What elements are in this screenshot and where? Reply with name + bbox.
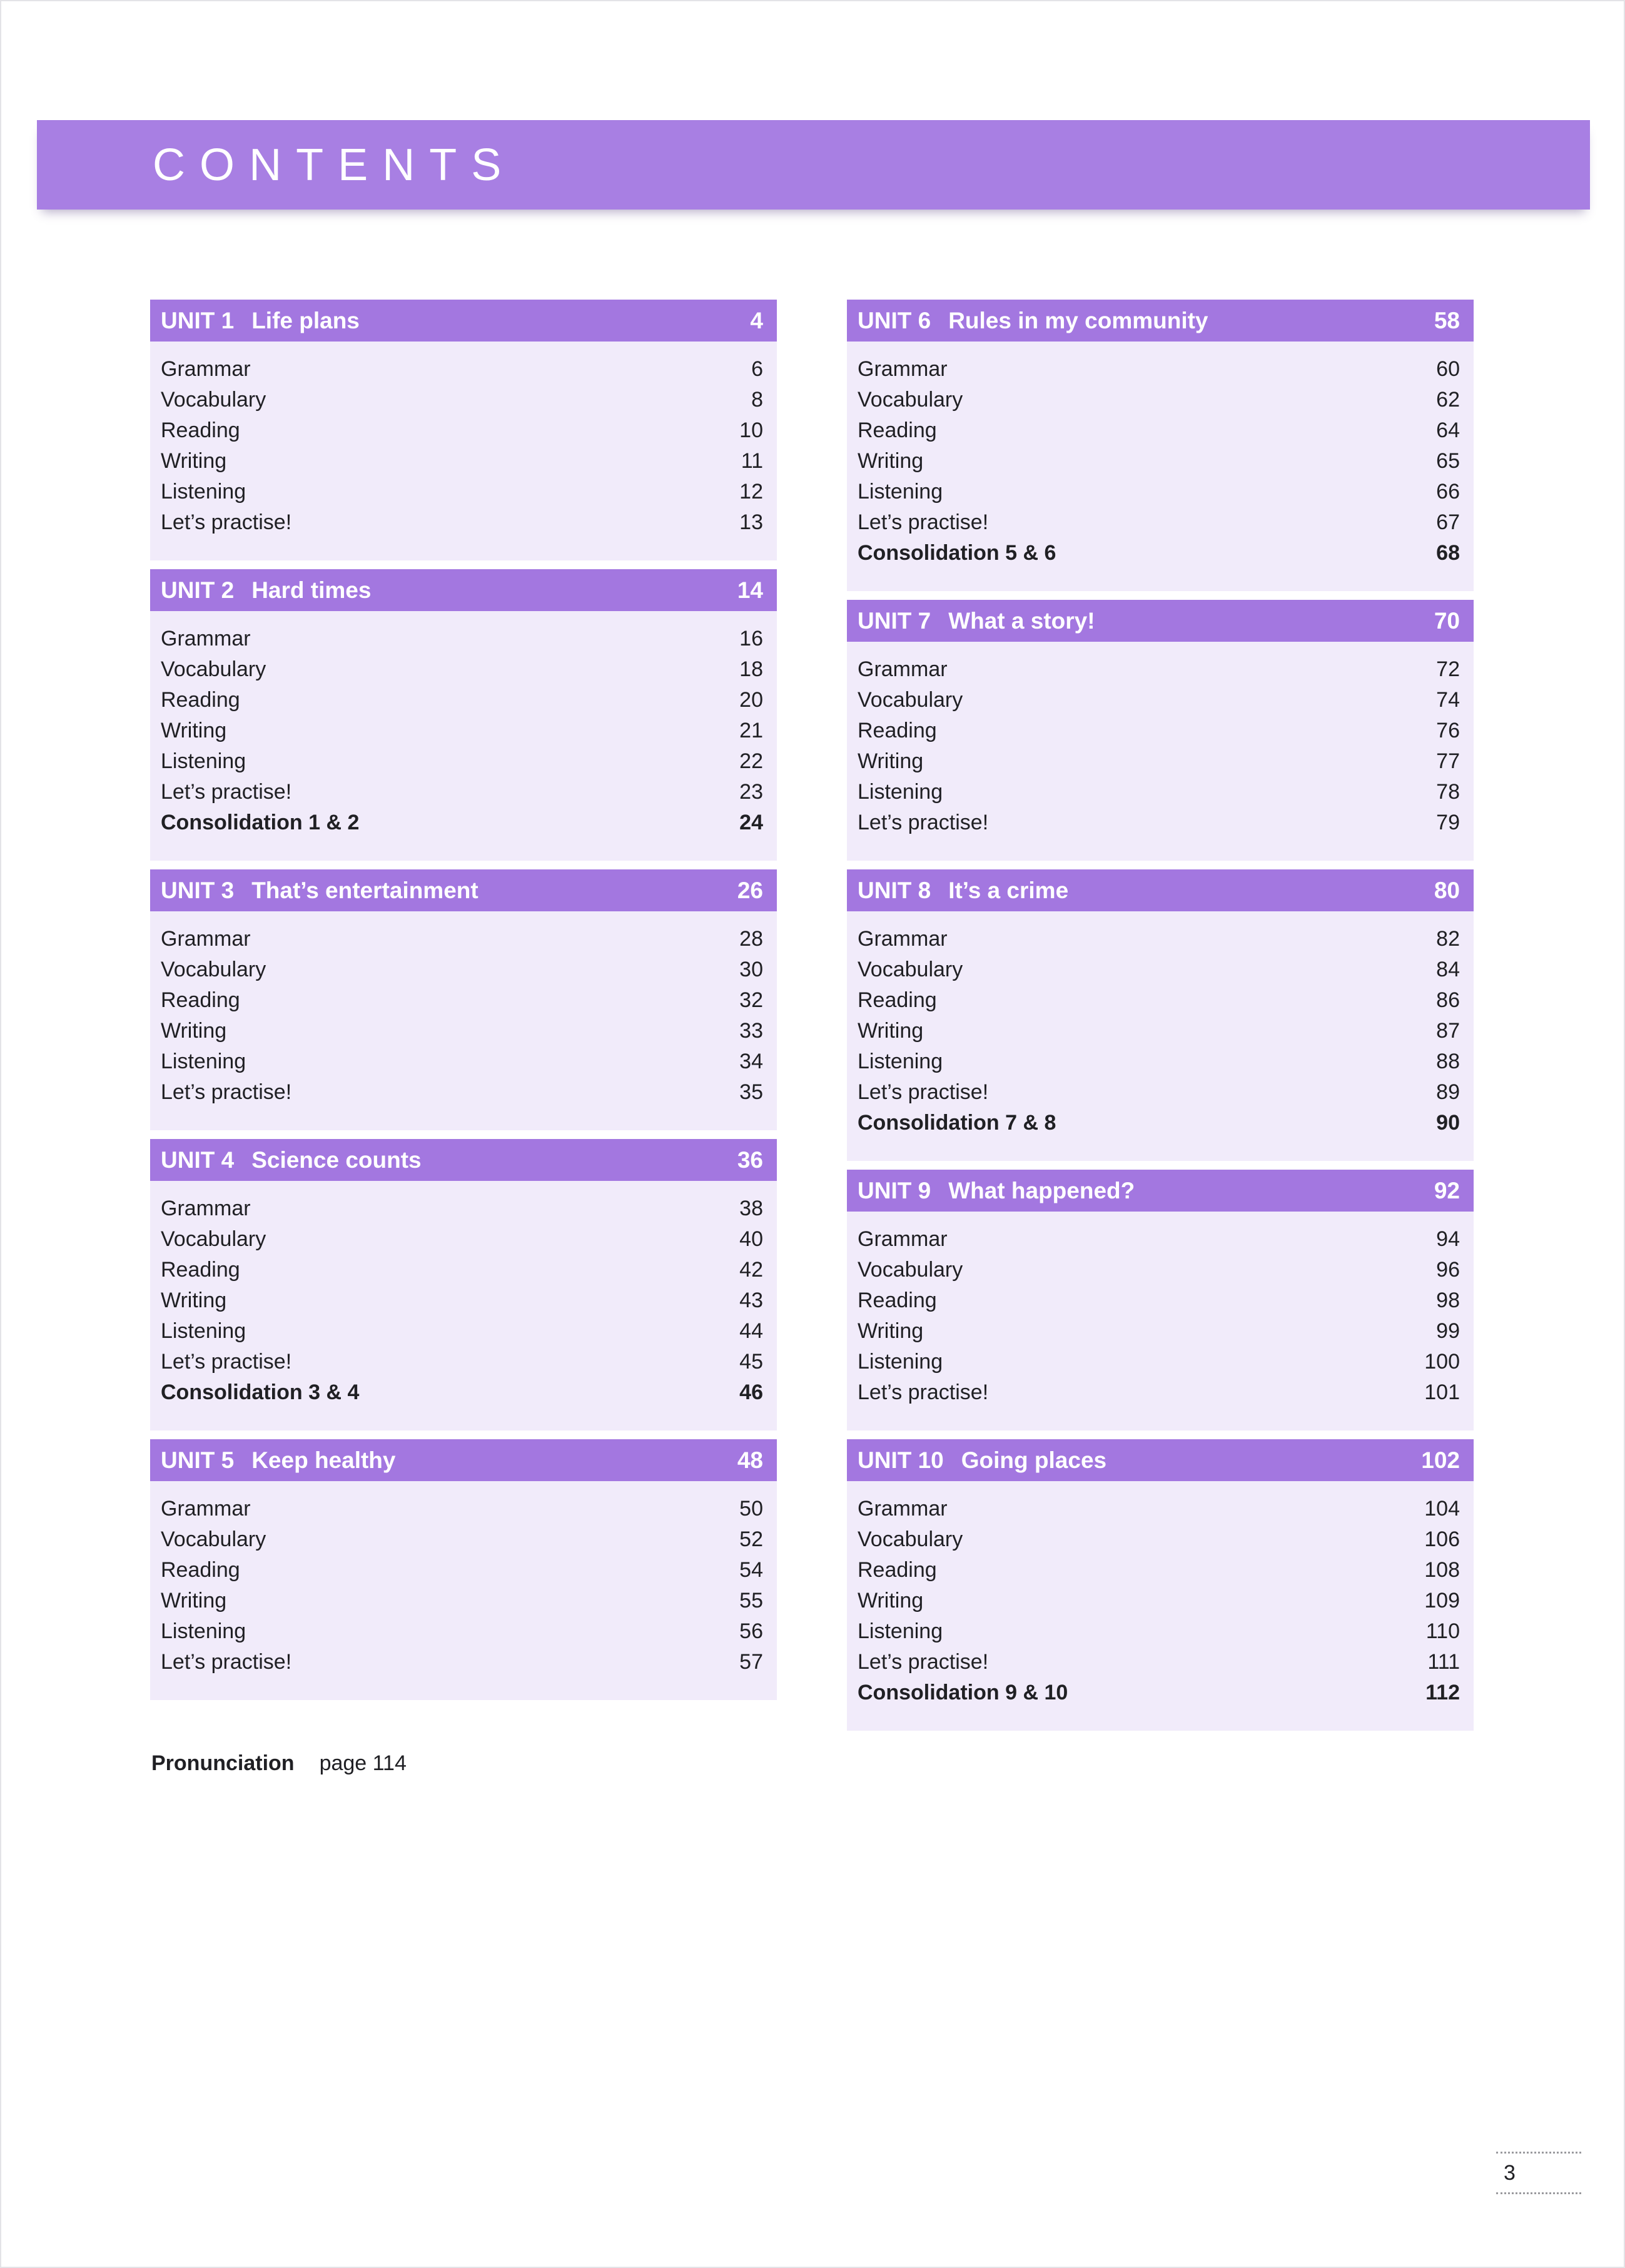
toc-row [847, 654, 1474, 685]
unit-name: Keep healthy [251, 1447, 396, 1473]
toc-row-label: Writing [161, 719, 227, 742]
toc-row-label: Vocabulary [858, 388, 963, 412]
unit-label: UNIT 7 [858, 607, 931, 634]
toc-row-label: Listening [161, 1619, 246, 1643]
toc-row-label: Vocabulary [161, 958, 266, 981]
unit-title [161, 878, 478, 904]
toc-row-page: 106 [1424, 1527, 1460, 1551]
toc-row [847, 385, 1474, 415]
toc-row-label: Writing [161, 1019, 227, 1043]
toc-row-label: Grammar [858, 1497, 948, 1521]
toc-row-page: 89 [1436, 1080, 1460, 1104]
unit-page-number: 70 [1434, 607, 1460, 634]
unit-block [847, 300, 1474, 591]
toc-row-label: Let’s practise! [858, 1380, 989, 1404]
toc-row [150, 1285, 777, 1316]
toc-row-page: 78 [1436, 780, 1460, 804]
toc-row-page: 96 [1436, 1258, 1460, 1282]
unit-label: UNIT 9 [858, 1177, 931, 1203]
toc-row-label: Let’s practise! [161, 780, 292, 804]
toc-row-page: 62 [1436, 388, 1460, 412]
toc-row [150, 1524, 777, 1555]
toc-row-page: 110 [1425, 1619, 1460, 1643]
unit-label: UNIT 1 [161, 307, 235, 333]
toc-row-page: 111 [1427, 1650, 1460, 1674]
toc-row-page: 52 [739, 1527, 763, 1551]
pronunciation-page-ref: page 114 [319, 1751, 407, 1775]
toc-row-page: 35 [739, 1080, 763, 1104]
toc-row-page: 44 [739, 1319, 763, 1343]
unit-name: It’s a crime [948, 877, 1069, 903]
toc-row-page: 11 [741, 449, 763, 473]
unit-page-number: 26 [737, 877, 763, 903]
toc-row-page: 56 [739, 1619, 763, 1643]
toc-row-page: 34 [739, 1050, 763, 1073]
unit-title [858, 608, 1095, 634]
toc-row-page: 22 [739, 749, 763, 773]
toc-row-label: Let’s practise! [161, 510, 292, 534]
toc-row-label: Reading [161, 988, 240, 1012]
unit-header [847, 300, 1474, 342]
toc-row [847, 1285, 1474, 1316]
toc-row [150, 654, 777, 685]
unit-name: Hard times [251, 577, 372, 603]
toc-row [847, 477, 1474, 507]
toc-row-label: Let’s practise! [858, 1080, 989, 1104]
toc-row [150, 1193, 777, 1224]
toc-row [847, 1377, 1474, 1408]
unit-page-number: 58 [1434, 307, 1460, 333]
toc-row-label: Grammar [161, 927, 251, 951]
toc-row-label: Listening [161, 480, 246, 504]
unit-body [150, 1481, 777, 1700]
toc-row-label: Reading [858, 988, 937, 1012]
pronunciation-entry [151, 1751, 407, 1776]
unit-header [847, 600, 1474, 642]
toc-row-page: 94 [1436, 1227, 1460, 1251]
unit-body [847, 1481, 1474, 1731]
toc-row [847, 777, 1474, 807]
toc-row-label: Listening [161, 1050, 246, 1073]
toc-row-label: Listening [858, 480, 943, 504]
toc-row-page: 98 [1436, 1288, 1460, 1312]
toc-row-page: 13 [739, 510, 763, 534]
unit-body [847, 642, 1474, 861]
toc-row-page: 68 [1436, 541, 1460, 565]
toc-row-label: Grammar [858, 657, 948, 681]
toc-row-page: 79 [1436, 811, 1460, 834]
unit-block [150, 1139, 777, 1430]
toc-row-page: 64 [1436, 418, 1460, 442]
toc-row-label: Reading [858, 719, 937, 742]
toc-row-label: Writing [161, 1589, 227, 1612]
unit-block [847, 869, 1474, 1161]
toc-row-label: Vocabulary [858, 1258, 963, 1282]
unit-header [847, 1170, 1474, 1212]
unit-header [847, 1439, 1474, 1481]
toc-row [150, 1347, 777, 1377]
toc-row-page: 99 [1436, 1319, 1460, 1343]
toc-row [847, 807, 1474, 838]
toc-row-page: 18 [739, 657, 763, 681]
toc-row-label: Vocabulary [161, 388, 266, 412]
toc-row-label: Consolidation 5 & 6 [858, 541, 1056, 565]
toc-row-label: Writing [161, 449, 227, 473]
toc-row [150, 354, 777, 385]
toc-row-page: 45 [739, 1350, 763, 1374]
toc-row [150, 1616, 777, 1647]
toc-row [150, 624, 777, 654]
toc-row-label: Grammar [161, 627, 251, 651]
toc-row [150, 507, 777, 538]
toc-row [150, 685, 777, 716]
unit-label: UNIT 2 [161, 577, 235, 603]
toc-row [847, 1046, 1474, 1077]
toc-row-label: Let’s practise! [858, 1650, 989, 1674]
toc-row-page: 10 [739, 418, 763, 442]
toc-row [150, 985, 777, 1016]
toc-row-page: 66 [1436, 480, 1460, 504]
toc-row [150, 1016, 777, 1046]
toc-row [847, 685, 1474, 716]
toc-row [150, 1316, 777, 1347]
toc-row [847, 985, 1474, 1016]
toc-row-page: 20 [739, 688, 763, 712]
unit-title [858, 878, 1068, 904]
unit-label: UNIT 8 [858, 877, 931, 903]
toc-row-label: Reading [161, 688, 240, 712]
toc-row [150, 415, 777, 446]
toc-row-page: 101 [1424, 1380, 1460, 1404]
toc-row [150, 954, 777, 985]
toc-row [150, 1586, 777, 1616]
unit-page-number: 92 [1434, 1177, 1460, 1203]
toc-row [847, 354, 1474, 385]
unit-name: Life plans [251, 307, 360, 333]
unit-block [847, 600, 1474, 861]
toc-row-label: Reading [161, 1258, 240, 1282]
unit-body [847, 911, 1474, 1161]
toc-row-page: 8 [751, 388, 763, 412]
unit-page-number: 80 [1434, 877, 1460, 903]
unit-block [150, 300, 777, 560]
toc-row-page: 21 [739, 719, 763, 742]
toc-row-page: 76 [1436, 719, 1460, 742]
toc-row-label: Listening [858, 1619, 943, 1643]
toc-row-page: 90 [1436, 1111, 1460, 1135]
unit-body [150, 911, 777, 1130]
toc-row-label: Grammar [858, 1227, 948, 1251]
toc-row-label: Listening [161, 1319, 246, 1343]
unit-header [847, 869, 1474, 911]
toc-row-page: 12 [739, 480, 763, 504]
unit-name: What happened? [948, 1177, 1135, 1203]
toc-row-page: 67 [1436, 510, 1460, 534]
unit-name: That’s entertainment [251, 877, 478, 903]
toc-row [847, 446, 1474, 477]
unit-block [847, 1439, 1474, 1731]
toc-row [847, 1077, 1474, 1108]
toc-row-page: 38 [739, 1197, 763, 1220]
toc-row [847, 1586, 1474, 1616]
toc-row-label: Let’s practise! [161, 1080, 292, 1104]
toc-column-left [150, 300, 777, 1700]
unit-header [150, 869, 777, 911]
toc-row [847, 538, 1474, 569]
toc-row-label: Reading [858, 1558, 937, 1582]
toc-row-label: Grammar [161, 357, 251, 381]
toc-row-label: Let’s practise! [858, 811, 989, 834]
toc-row-label: Reading [858, 418, 937, 442]
toc-row-label: Listening [858, 1350, 943, 1374]
toc-row [150, 1647, 777, 1678]
unit-block [150, 569, 777, 861]
toc-row-page: 88 [1436, 1050, 1460, 1073]
unit-name: Going places [961, 1447, 1107, 1473]
toc-row-page: 42 [739, 1258, 763, 1282]
toc-column-right [847, 300, 1474, 1731]
toc-row-label: Writing [858, 749, 924, 773]
toc-row-label: Vocabulary [161, 657, 266, 681]
unit-page-number: 102 [1421, 1447, 1460, 1473]
toc-row [847, 1316, 1474, 1347]
toc-row [150, 385, 777, 415]
toc-row [847, 507, 1474, 538]
unit-body [150, 611, 777, 861]
toc-row [847, 1255, 1474, 1285]
toc-row-page: 50 [739, 1497, 763, 1521]
toc-row-label: Writing [858, 449, 924, 473]
toc-row [847, 746, 1474, 777]
toc-row [847, 1647, 1474, 1678]
unit-page-number: 36 [737, 1147, 763, 1173]
toc-row-label: Consolidation 9 & 10 [858, 1681, 1068, 1704]
unit-name: What a story! [948, 607, 1095, 634]
unit-label: UNIT 3 [161, 877, 235, 903]
toc-row-page: 108 [1424, 1558, 1460, 1582]
toc-row-page: 112 [1425, 1681, 1460, 1704]
unit-title [161, 308, 360, 334]
toc-row [150, 1224, 777, 1255]
unit-header [150, 569, 777, 611]
toc-row-label: Let’s practise! [858, 510, 989, 534]
toc-row-page: 30 [739, 958, 763, 981]
unit-title [858, 1447, 1106, 1474]
toc-row [150, 1255, 777, 1285]
toc-row [847, 1524, 1474, 1555]
toc-row-page: 46 [739, 1380, 763, 1404]
toc-row-label: Grammar [161, 1497, 251, 1521]
toc-row [150, 924, 777, 954]
toc-row-label: Let’s practise! [161, 1650, 292, 1674]
toc-row-page: 55 [739, 1589, 763, 1612]
toc-row [847, 716, 1474, 746]
toc-row-page: 57 [739, 1650, 763, 1674]
unit-label: UNIT 10 [858, 1447, 944, 1473]
unit-title [858, 1178, 1135, 1204]
toc-row-label: Consolidation 3 & 4 [161, 1380, 360, 1404]
toc-row-page: 84 [1436, 958, 1460, 981]
toc-row [847, 1108, 1474, 1138]
toc-row-page: 54 [739, 1558, 763, 1582]
toc-row [847, 1678, 1474, 1708]
toc-row-label: Writing [858, 1019, 924, 1043]
toc-row-label: Consolidation 7 & 8 [858, 1111, 1056, 1135]
toc-row-page: 33 [739, 1019, 763, 1043]
unit-header [150, 300, 777, 342]
toc-row-label: Let’s practise! [161, 1350, 292, 1374]
toc-row-label: Vocabulary [161, 1227, 266, 1251]
unit-body [847, 1212, 1474, 1430]
toc-row-label: Grammar [161, 1197, 251, 1220]
toc-row-label: Writing [161, 1288, 227, 1312]
unit-block [150, 1439, 777, 1700]
toc-row-label: Writing [858, 1319, 924, 1343]
unit-title [161, 577, 371, 604]
toc-row-page: 43 [739, 1288, 763, 1312]
toc-row [847, 1494, 1474, 1524]
toc-row-page: 74 [1436, 688, 1460, 712]
toc-row [847, 1616, 1474, 1647]
page-number-box [1496, 2152, 1581, 2194]
toc-row-page: 86 [1436, 988, 1460, 1012]
page-number: 3 [1504, 2161, 1516, 2185]
toc-row [150, 746, 777, 777]
toc-row [150, 1077, 777, 1108]
unit-title [161, 1147, 422, 1173]
toc-row-page: 28 [739, 927, 763, 951]
toc-row [847, 415, 1474, 446]
toc-row-page: 60 [1436, 357, 1460, 381]
toc-row [150, 1555, 777, 1586]
toc-row-page: 72 [1436, 657, 1460, 681]
toc-row-page: 100 [1424, 1350, 1460, 1374]
toc-row-label: Vocabulary [858, 1527, 963, 1551]
unit-label: UNIT 6 [858, 307, 931, 333]
toc-row [150, 446, 777, 477]
toc-row-page: 82 [1436, 927, 1460, 951]
toc-row-label: Grammar [858, 357, 948, 381]
unit-label: UNIT 5 [161, 1447, 235, 1473]
toc-row-label: Vocabulary [161, 1527, 266, 1551]
toc-row-label: Listening [161, 749, 246, 773]
toc-row [847, 1016, 1474, 1046]
unit-title [858, 308, 1208, 334]
unit-page-number: 4 [750, 307, 763, 333]
toc-row [150, 807, 777, 838]
unit-title [161, 1447, 395, 1474]
toc-row-label: Grammar [858, 927, 948, 951]
unit-header [150, 1439, 777, 1481]
toc-row-label: Vocabulary [858, 958, 963, 981]
toc-row-page: 6 [751, 357, 763, 381]
toc-row [847, 1347, 1474, 1377]
toc-row-page: 24 [739, 811, 763, 834]
toc-row-label: Reading [858, 1288, 937, 1312]
toc-row-page: 23 [739, 780, 763, 804]
toc-row [150, 716, 777, 746]
toc-row [847, 954, 1474, 985]
unit-body [847, 342, 1474, 591]
toc-row-label: Vocabulary [858, 688, 963, 712]
toc-row [150, 477, 777, 507]
toc-row-page: 16 [739, 627, 763, 651]
toc-row-label: Reading [161, 418, 240, 442]
unit-header [150, 1139, 777, 1181]
toc-row-page: 109 [1424, 1589, 1460, 1612]
unit-page-number: 14 [737, 577, 763, 603]
toc-row-page: 32 [739, 988, 763, 1012]
unit-body [150, 342, 777, 560]
toc-row-label: Reading [161, 1558, 240, 1582]
toc-row-label: Consolidation 1 & 2 [161, 811, 360, 834]
unit-name: Rules in my community [948, 307, 1208, 333]
toc-row [847, 1555, 1474, 1586]
unit-block [150, 869, 777, 1130]
toc-row-page: 77 [1436, 749, 1460, 773]
toc-row-page: 65 [1436, 449, 1460, 473]
toc-row-label: Listening [858, 1050, 943, 1073]
toc-row-page: 40 [739, 1227, 763, 1251]
toc-row-page: 87 [1436, 1019, 1460, 1043]
unit-block [847, 1170, 1474, 1430]
toc-row [150, 777, 777, 807]
toc-row [847, 1224, 1474, 1255]
pronunciation-label: Pronunciation [151, 1751, 295, 1775]
contents-title: CONTENTS [153, 139, 516, 190]
unit-name: Science counts [251, 1147, 422, 1173]
unit-label: UNIT 4 [161, 1147, 235, 1173]
toc-row-page: 104 [1424, 1497, 1460, 1521]
toc-row [150, 1046, 777, 1077]
toc-row-label: Writing [858, 1589, 924, 1612]
toc-row [150, 1377, 777, 1408]
unit-body [150, 1181, 777, 1430]
contents-banner [37, 120, 1590, 210]
toc-row-label: Listening [858, 780, 943, 804]
toc-row [847, 924, 1474, 954]
toc-row [150, 1494, 777, 1524]
unit-page-number: 48 [737, 1447, 763, 1473]
